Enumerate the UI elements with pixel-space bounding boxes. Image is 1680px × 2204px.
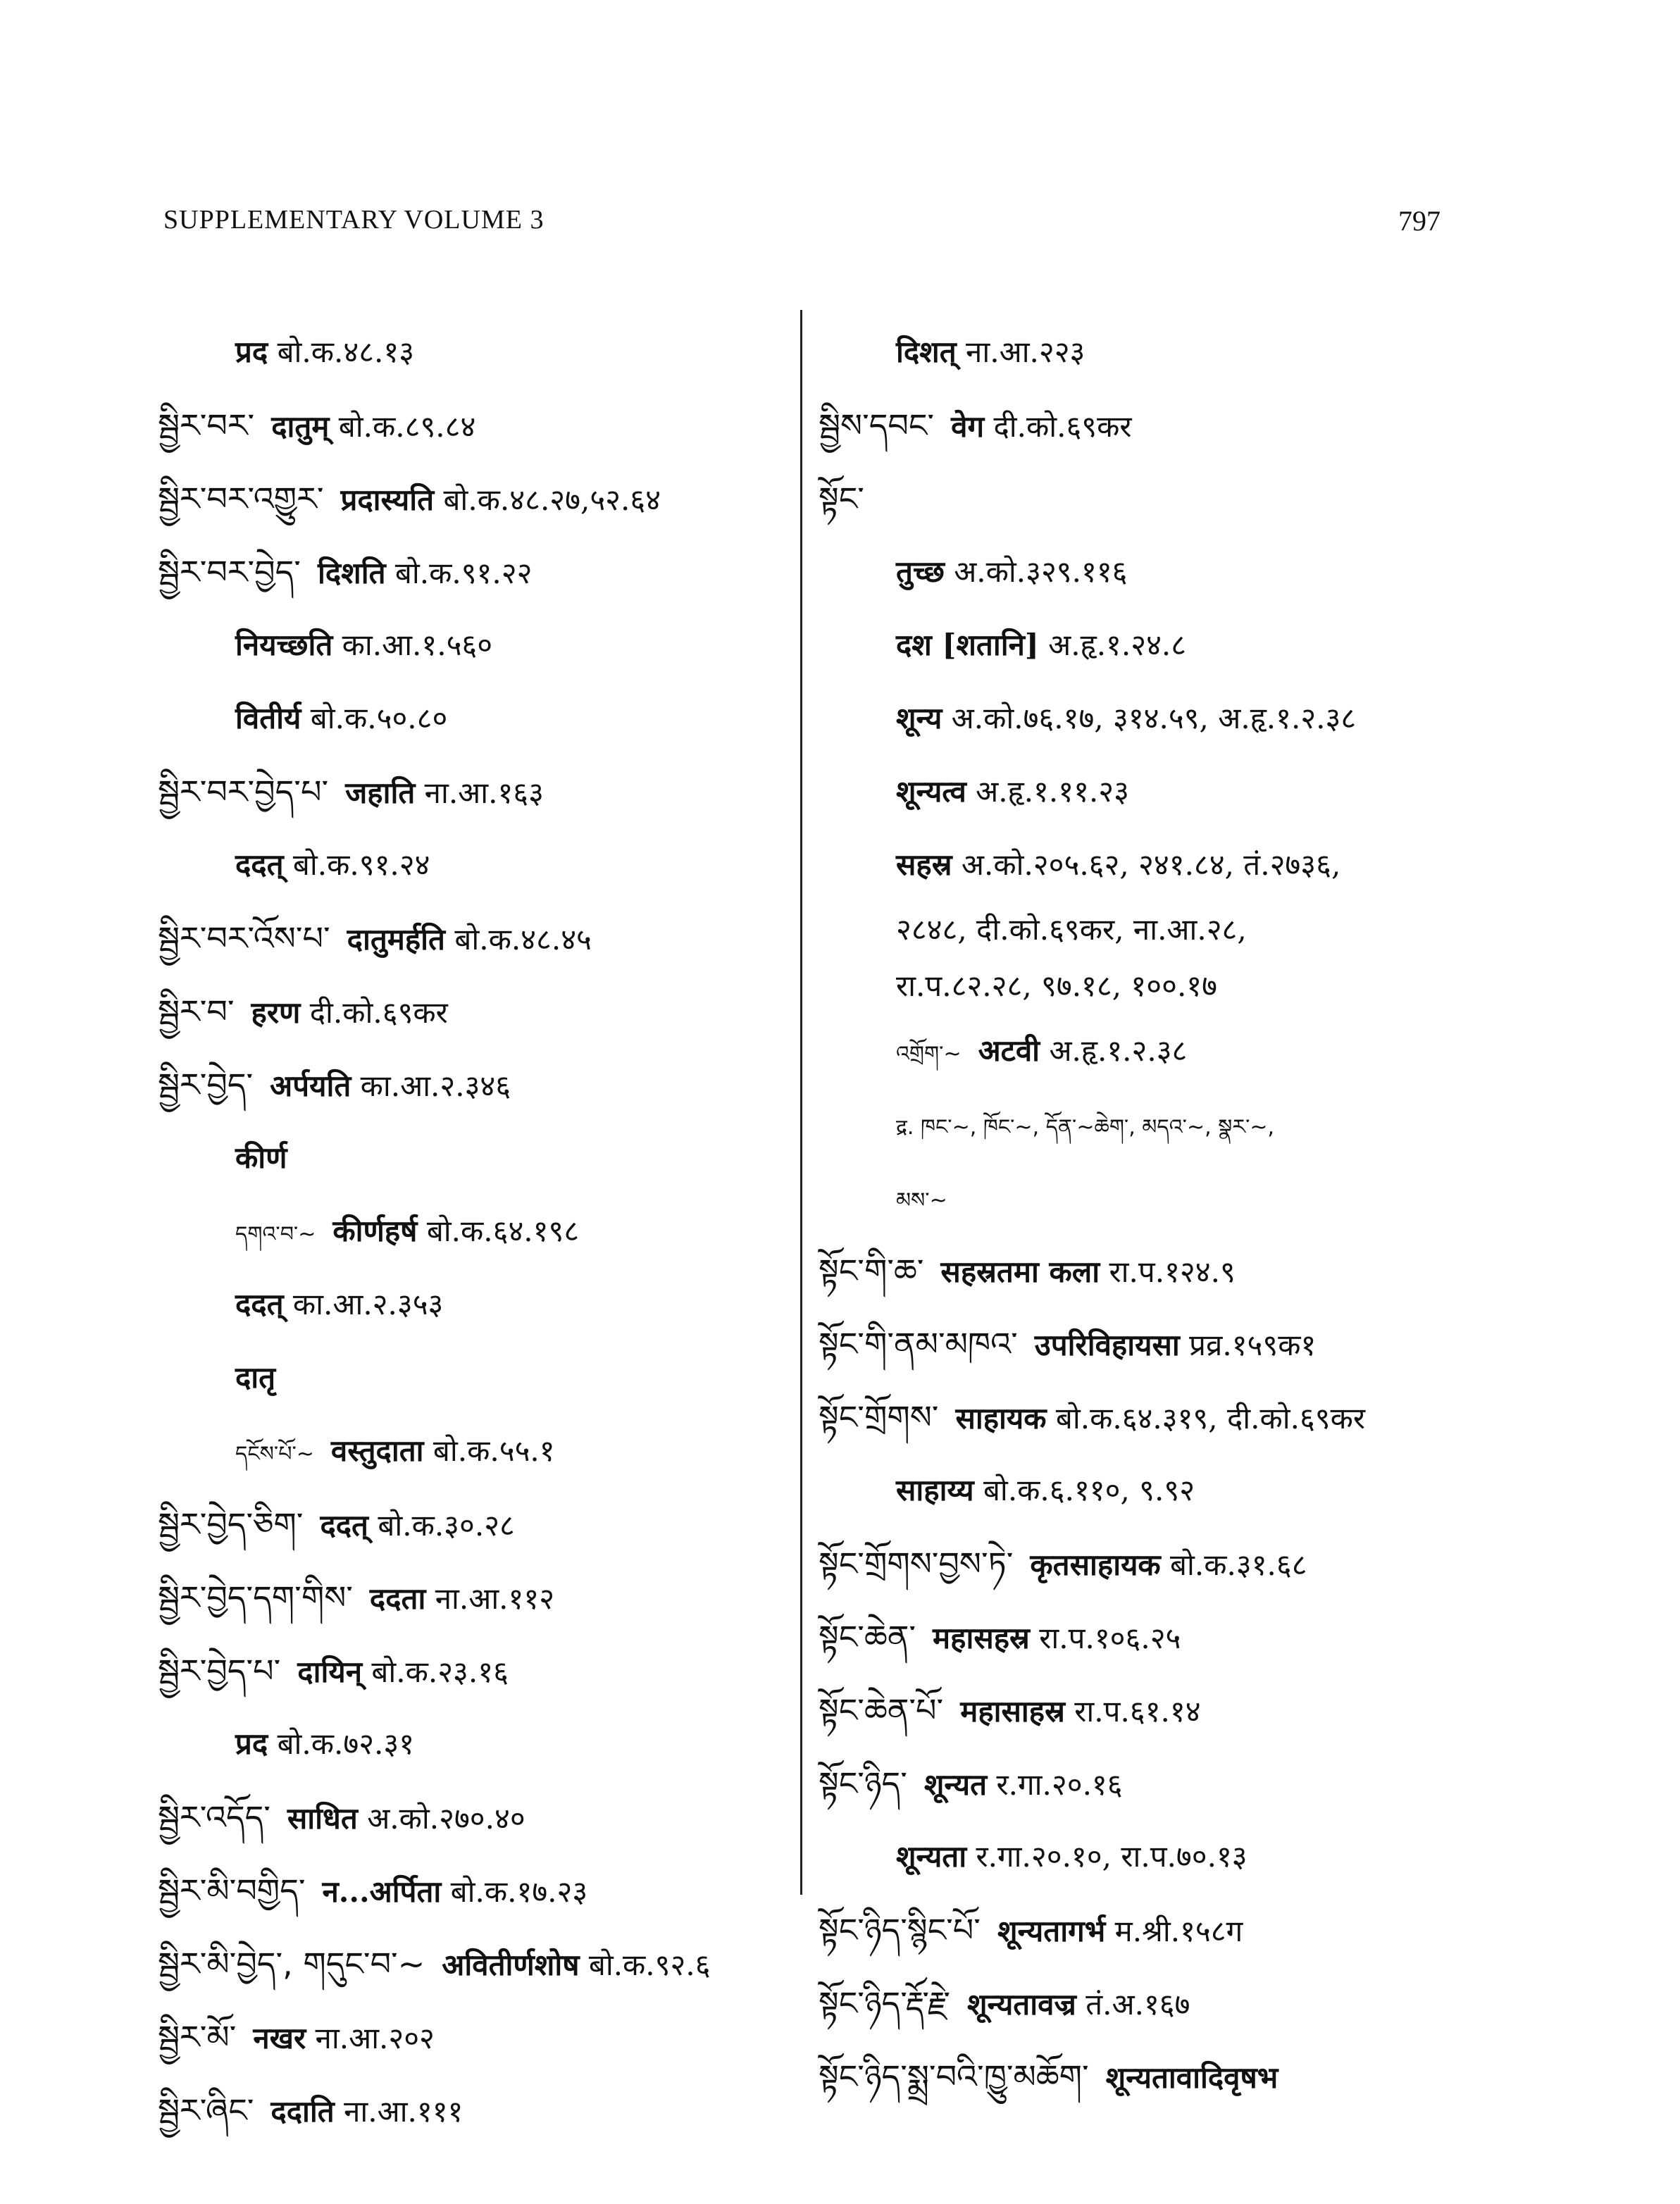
source-reference: रा.प.१२४.९ <box>1109 1254 1236 1289</box>
sanskrit-equivalent: कृतसाहायक <box>1030 1548 1161 1582</box>
dictionary-entry <box>819 682 1523 755</box>
sanskrit-equivalent: महासहस्र <box>933 1621 1030 1655</box>
tibetan-headword: སྦྱིར་མོ་ <box>158 2018 237 2056</box>
dictionary-entry <box>158 682 792 755</box>
tibetan-headword: སྟོང་གི་ཆ་ <box>819 1252 924 1290</box>
sanskrit-equivalent: शून्यत <box>923 1767 988 1802</box>
dictionary-entry <box>158 1048 792 1121</box>
dictionary-entry <box>819 1234 1523 1307</box>
source-reference: का.आ.२.३४६ <box>360 1069 511 1103</box>
sanskrit-equivalent: वितीर्य <box>235 701 301 735</box>
tibetan-headword: སྦྱིར་བྱེད་པ་ <box>158 1652 281 1690</box>
tibetan-headword: སྦྱིར་བྱེད་ཅིག་ <box>158 1505 304 1543</box>
sanskrit-equivalent: दातृ <box>235 1360 276 1395</box>
source-reference: ना.आ.२०२ <box>315 2021 435 2055</box>
dictionary-entry <box>819 1893 1523 1967</box>
dictionary-entry <box>819 535 1523 609</box>
dictionary-entry <box>158 535 792 609</box>
sanskrit-equivalent: शून्यतावज्र <box>967 1987 1076 2022</box>
tibetan-headword: སྦྱིར་ཞིང་ <box>158 2091 254 2129</box>
sanskrit-equivalent: सहस्र <box>896 847 952 882</box>
tibetan-headword: སྦྱིར་མི་བགྱིད་ <box>158 1872 306 1910</box>
sanskrit-equivalent: ददता <box>369 1581 426 1616</box>
sanskrit-equivalent: शून्यता <box>896 1839 967 1874</box>
sanskrit-equivalent: महासाहस्र <box>960 1694 1065 1729</box>
source-reference: बो.क.५०.८० <box>310 701 448 735</box>
tibetan-headword: སྟོང་ཉིད་ <box>819 1764 907 1803</box>
source-reference: अ.को.७६.१७, ३१४.५९, अ.हृ.१.२.३८ <box>951 701 1357 735</box>
dictionary-entry <box>158 1341 792 1414</box>
source-reference: बो.क.९२.६ <box>588 1948 711 1982</box>
sanskrit-equivalent: प्रद <box>235 1726 268 1761</box>
tibetan-headword: སྦྱིར་འདོད་ <box>158 1798 270 1836</box>
dictionary-entry <box>819 1967 1523 2040</box>
source-reference: अ.हृ.१.२.३८ <box>1049 1033 1188 1068</box>
dictionary-entry <box>819 755 1523 828</box>
dictionary-entry <box>158 462 792 535</box>
source-reference: बो.क.४८.२७,५२.६४ <box>443 482 661 517</box>
sanskrit-equivalent: न...अर्पिता <box>322 1874 442 1909</box>
sanskrit-equivalent: अटवी <box>978 1033 1040 1068</box>
dictionary-entry <box>819 1600 1523 1674</box>
tibetan-headword: སྦྱིར་བ་ <box>158 992 235 1031</box>
tibetan-headword: སྦྱིར་བར་བྱེད་པ་ <box>158 773 329 811</box>
dictionary-entry <box>158 609 792 682</box>
sanskrit-equivalent: अवितीर्णशोष <box>442 1948 580 1982</box>
sanskrit-equivalent: ददत् <box>235 1287 284 1321</box>
source-reference: बो.क.६४.३१९, दी.को.६९कर <box>1055 1401 1366 1436</box>
dictionary-entry <box>158 1707 792 1781</box>
dictionary-entry <box>158 1414 792 1488</box>
tibetan-headword: དགའ་བ་~ <box>235 1222 316 1247</box>
dictionary-entry <box>158 316 792 389</box>
source-reference: बो.क.८९.८४ <box>338 409 476 444</box>
dictionary-entry <box>158 1488 792 1561</box>
tibetan-headword: སྦྱིར་བར་འགྱུར་ <box>158 480 324 518</box>
sanskrit-equivalent: दिशति <box>317 556 386 590</box>
source-reference: दी.को.६९कर <box>309 995 448 1030</box>
dictionary-entry <box>819 958 1523 1014</box>
tibetan-headword: སྦྱིར་བྱེད་དག་གིས་ <box>158 1579 353 1617</box>
source-reference: बो.क.४८.१३ <box>277 335 415 369</box>
dictionary-entry <box>819 609 1523 682</box>
tibetan-headword: སྟོང་ཆེན་ <box>819 1618 916 1656</box>
source-reference: का.आ.२.३५३ <box>292 1287 444 1321</box>
tibetan-headword: སྟོང་གྲོགས་ <box>819 1398 939 1436</box>
tibetan-headword: སྟོང་གྲོགས་བྱས་ཏེ་ <box>819 1545 1014 1583</box>
dictionary-entry <box>819 1161 1523 1234</box>
sanskrit-equivalent: ददत् <box>320 1508 368 1543</box>
dictionary-entry <box>158 828 792 902</box>
dictionary-entry <box>819 1381 1523 1454</box>
dictionary-entry <box>819 316 1523 389</box>
source-reference: र.गा.२०.१०, रा.प.७०.१३ <box>976 1839 1247 1874</box>
source-reference: बो.क.६४.१९८ <box>426 1214 580 1248</box>
sanskrit-equivalent: दातुम् <box>271 409 330 444</box>
source-reference: ना.आ.१११ <box>344 2094 463 2129</box>
source-reference: बो.क.७२.३१ <box>277 1726 415 1761</box>
tibetan-headword: སྟོང་ <box>819 480 864 518</box>
tibetan-headword: སྦྱིར་བྱེད་ <box>158 1066 254 1104</box>
tibetan-headword: द्र. ཁང་~, ཁོང་~, དོན་~ཆེག་, མདའ་~, སྣར་~, <box>896 1115 1275 1140</box>
dictionary-entry <box>819 1527 1523 1600</box>
page-number: 797 <box>1398 205 1441 237</box>
dictionary-entry <box>819 462 1523 535</box>
source-reference: तं.अ.१६७ <box>1085 1987 1190 2022</box>
sanskrit-equivalent: दिशत् <box>896 335 957 369</box>
source-reference: बो.क.२३.१६ <box>371 1655 509 1689</box>
source-reference: दी.को.६९कर <box>993 409 1132 444</box>
column-divider <box>800 310 802 1895</box>
sanskrit-equivalent: शून्यतागर्भ <box>997 1914 1106 1948</box>
tibetan-headword: འགྲོག་~ <box>896 1042 962 1066</box>
dictionary-entry <box>819 1014 1523 1088</box>
sanskrit-equivalent: वेग <box>951 409 985 444</box>
source-reference: अ.को.२०५.६२, २४१.८४, तं.२७३६, <box>961 847 1341 882</box>
source-reference: २८४८, दी.को.६९कर, ना.आ.२८, <box>896 912 1247 947</box>
sanskrit-equivalent: दातुमर्हति <box>347 922 445 957</box>
dictionary-entry <box>819 1454 1523 1527</box>
sanskrit-equivalent: शून्यत्व <box>896 774 966 809</box>
source-reference: अ.को.३२९.११६ <box>954 554 1128 589</box>
dictionary-entry <box>819 1088 1523 1161</box>
source-reference: का.आ.१.५६० <box>342 628 493 662</box>
tibetan-headword: སྟོང་གི་ནམ་མཁའ་ <box>819 1325 1018 1363</box>
dictionary-entry <box>819 902 1523 958</box>
source-reference: ना.आ.२२३ <box>966 335 1085 369</box>
dictionary-entry <box>819 389 1523 462</box>
dictionary-entry <box>158 1268 792 1341</box>
tibetan-headword: དངོས་པོ་~ <box>235 1442 314 1467</box>
dictionary-entry <box>158 755 792 828</box>
dictionary-entry <box>158 1781 792 1854</box>
left-column <box>158 316 792 2147</box>
source-reference: ना.आ.१६३ <box>424 776 544 810</box>
tibetan-headword: སྟོང་ཉིད་སྨྲ་བའི་ཁྱུ་མཆོག་ <box>819 2057 1089 2096</box>
sanskrit-equivalent: उपरिविहायसा <box>1034 1328 1180 1362</box>
dictionary-entry <box>819 1747 1523 1820</box>
dictionary-entry <box>819 828 1523 902</box>
sanskrit-equivalent: प्रद <box>235 335 268 369</box>
source-reference: बो.क.९१.२२ <box>394 556 533 590</box>
dictionary-entry <box>819 1307 1523 1381</box>
sanskrit-equivalent: अर्पयति <box>270 1069 351 1103</box>
sanskrit-equivalent: नियच्छति <box>235 628 333 662</box>
tibetan-headword: མས་~ <box>896 1188 947 1213</box>
tibetan-headword: སྦྱིས་དབང་ <box>819 406 935 444</box>
tibetan-headword: སྦྱིར་བར་བྱེད་ <box>158 553 301 591</box>
tibetan-headword: སྟོང་ཉིད་སྙིང་པོ་ <box>819 1911 981 1949</box>
dictionary-entry <box>158 389 792 462</box>
dictionary-entry <box>158 1195 792 1268</box>
dictionary-entry <box>819 2040 1523 2113</box>
source-reference: बो.क.९१.२४ <box>292 847 430 882</box>
sanskrit-equivalent: शून्य <box>896 701 942 735</box>
source-reference: म.श्री.१५८ग <box>1114 1914 1243 1948</box>
source-reference: बो.क.५५.१ <box>433 1433 555 1468</box>
sanskrit-equivalent: कीर्णहर्ष <box>332 1214 418 1248</box>
sanskrit-equivalent: शून्यतावादिवृषभ <box>1105 2060 1278 2095</box>
dictionary-entry <box>158 902 792 975</box>
source-reference: अ.को.२७०.४० <box>367 1801 525 1836</box>
source-reference: बो.क.३०.२८ <box>378 1508 515 1543</box>
dictionary-entry <box>158 1634 792 1707</box>
dictionary-entry <box>819 1674 1523 1747</box>
dictionary-entry <box>158 1561 792 1634</box>
sanskrit-equivalent: कीर्ण <box>235 1140 287 1175</box>
source-reference: रा.प.८२.२८, ९७.१८, १००.१७ <box>896 969 1217 1003</box>
sanskrit-equivalent: साधित <box>287 1801 358 1836</box>
dictionary-entry <box>158 1854 792 1927</box>
source-reference: बो.क.६.११०, ९.९२ <box>983 1473 1195 1507</box>
sanskrit-equivalent: ददाति <box>270 2094 335 2129</box>
running-title: SUPPLEMENTARY VOLUME 3 <box>163 205 545 235</box>
sanskrit-equivalent: सहस्रतमा कला <box>940 1254 1100 1289</box>
sanskrit-equivalent: प्रदास्यति <box>340 482 435 517</box>
sanskrit-equivalent: नखर <box>253 2021 306 2055</box>
source-reference: रा.प.६१.१४ <box>1074 1694 1201 1729</box>
dictionary-entry <box>158 1927 792 2000</box>
tibetan-headword: སྦྱིར་མི་བྱེད་, གདུང་བ་~ <box>158 1945 425 1983</box>
sanskrit-equivalent: तुच्छ <box>896 554 945 589</box>
tibetan-headword: སྟོང་ཆེན་པོ་ <box>819 1691 944 1729</box>
source-reference: अ.हृ.१.११.२३ <box>976 774 1129 809</box>
sanskrit-equivalent: हरण <box>251 995 301 1030</box>
source-reference: बो.क.४८.४५ <box>454 922 592 957</box>
sanskrit-equivalent: साहाय्य <box>896 1473 974 1507</box>
source-reference: बो.क.१७.२३ <box>450 1874 588 1909</box>
dictionary-entry <box>158 1121 792 1195</box>
dictionary-entry <box>158 2000 792 2074</box>
source-reference: बो.क.३१.६८ <box>1170 1548 1307 1582</box>
right-column <box>819 316 1523 2113</box>
tibetan-headword: སྟོང་ཉིད་རྡོ་རྗེ་ <box>819 1984 950 2022</box>
dictionary-entry <box>158 975 792 1048</box>
sanskrit-equivalent: ददत् <box>235 847 284 882</box>
sanskrit-equivalent: दायिन् <box>297 1655 363 1689</box>
source-reference: र.गा.२०.१६ <box>996 1767 1123 1802</box>
tibetan-headword: སྦྱིར་བར་ <box>158 406 255 444</box>
tibetan-headword: སྦྱིར་བར་འོས་པ་ <box>158 919 330 957</box>
source-reference: प्रव्र.१५९क१ <box>1189 1328 1317 1362</box>
sanskrit-equivalent: वस्तुदाता <box>330 1433 424 1468</box>
sanskrit-equivalent: साहायक <box>955 1401 1047 1436</box>
sanskrit-equivalent: दश [शतानि] <box>896 628 1039 662</box>
dictionary-entry <box>819 1820 1523 1893</box>
sanskrit-equivalent: जहाति <box>345 776 416 810</box>
source-reference: ना.आ.११२ <box>435 1581 555 1616</box>
source-reference: रा.प.१०६.२५ <box>1039 1621 1181 1655</box>
dictionary-entry <box>158 2074 792 2147</box>
source-reference: अ.हृ.१.२४.८ <box>1048 628 1187 662</box>
